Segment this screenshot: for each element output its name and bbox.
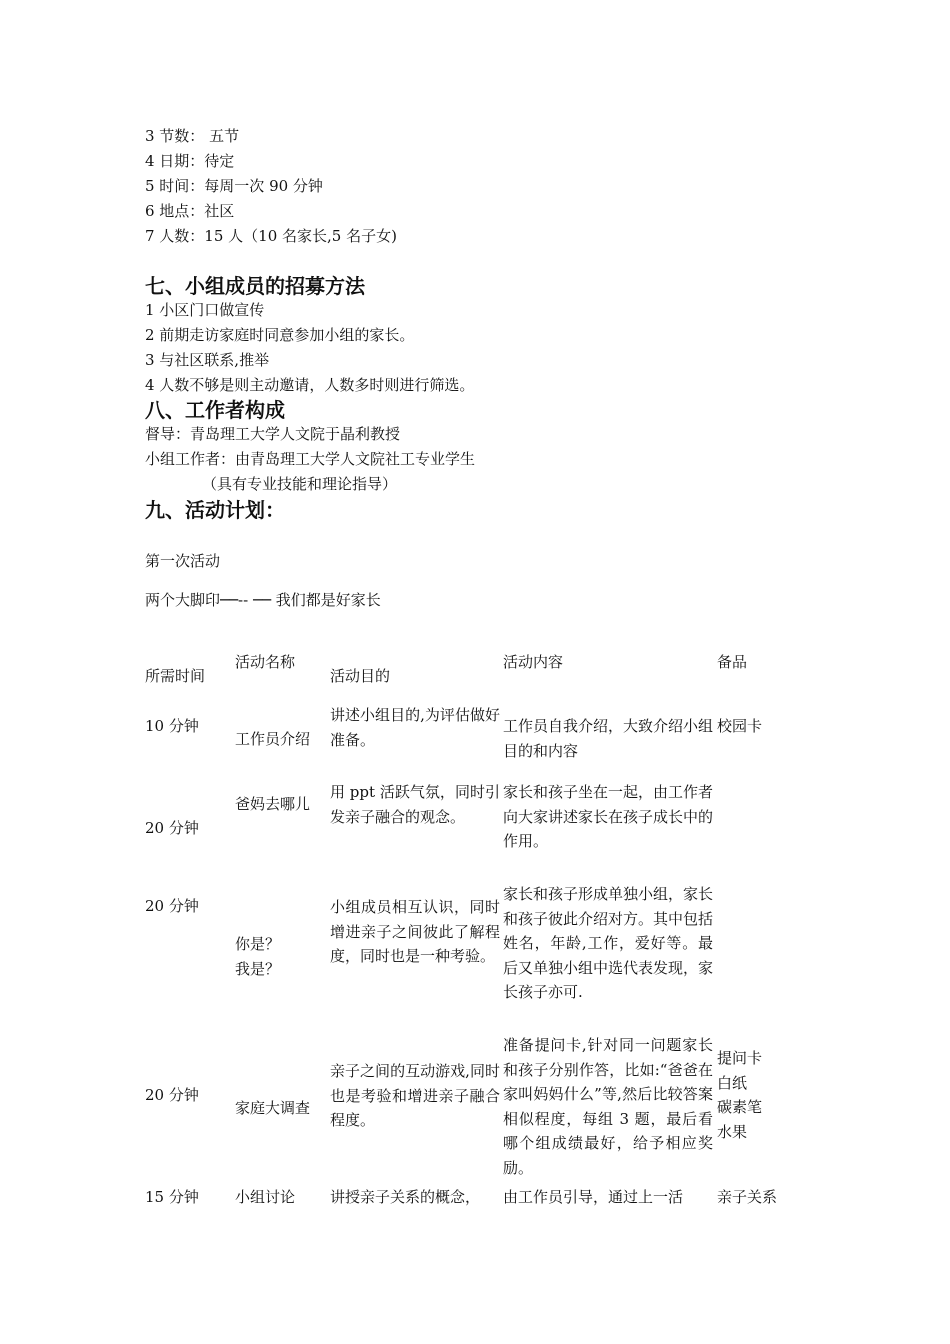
header-content: 活动内容 [503, 653, 564, 671]
info-location: 6 地点：社区 [145, 202, 235, 220]
section8-heading: 八、工作者构成 [145, 398, 285, 422]
workers-note: （具有专业技能和理论指导） [202, 475, 398, 493]
recruit-item-2: 2 前期走访家庭时同意参加小组的家长。 [145, 326, 415, 344]
workers-line: 小组工作者：由青岛理工大学人文院社工专业学生 [145, 450, 476, 468]
header-items: 备品 [717, 653, 748, 671]
header-goal: 活动目的 [330, 667, 391, 685]
info-time: 5 时间：每周一次 90 分钟 [145, 177, 323, 195]
row2-time: 20 分钟 [145, 819, 199, 837]
row3-name: 你是？ 我是？ [235, 935, 281, 978]
header-name: 活动名称 [235, 653, 296, 671]
row4-items: 提问卡 白纸 碳素笔 水果 [717, 1049, 763, 1141]
info-participants: 7 人数：15 人（10 名家长,5 名子女) [145, 227, 397, 245]
row5-name: 小组讨论 [235, 1188, 296, 1206]
supervisor-line: 督导：青岛理工大学人文院于晶利教授 [145, 425, 401, 443]
activity-title: 两个大脚印──-- ── 我们都是好家长 [145, 591, 381, 609]
row4-time: 20 分钟 [145, 1086, 199, 1104]
row5-goal: 讲授亲子关系的概念， [330, 1188, 481, 1206]
row2-content: 家长和孩子坐在一起，由工作者向大家讲述家长在孩子成长中的作用。 [503, 783, 714, 850]
activity-label: 第一次活动 [145, 552, 221, 570]
row3-goal: 小组成员相互认识，同时增进亲子之间彼此了解程度，同时也是一种考验。 [330, 898, 500, 965]
row3-time: 20 分钟 [145, 897, 199, 915]
row1-goal: 讲述小组目的,为评估做好准备。 [330, 706, 500, 749]
header-time: 所需时间 [145, 667, 206, 685]
row1-time: 10 分钟 [145, 717, 199, 735]
section9-heading: 九、活动计划： [145, 498, 285, 522]
recruit-item-4: 4 人数不够是则主动邀请，人数多时则进行筛选。 [145, 376, 475, 394]
row2-name: 爸妈去哪儿 [235, 795, 311, 813]
row2-goal: 用 ppt 活跃气氛，同时引发亲子融合的观念。 [330, 783, 500, 826]
row5-content: 由工作员引导，通过上一活 [503, 1188, 684, 1206]
recruit-item-3: 3 与社区联系,推举 [145, 351, 270, 369]
row5-items: 亲子关系 [717, 1188, 778, 1206]
row1-items: 校园卡 [717, 717, 763, 735]
row1-content: 工作员自我介绍，大致介绍小组目的和内容 [503, 717, 714, 760]
row4-content: 准备提问卡,针对同一问题家长和孩子分别作答，比如:“爸爸在家叫妈妈什么”等,然后比较答案相似程度，每组 3 题，最后看哪个组成绩最好，给予相应奖励。 [503, 1036, 713, 1177]
row1-name: 工作员介绍 [235, 730, 311, 748]
info-sessions: 3 节数： 五节 [145, 127, 240, 145]
section7-heading: 七、小组成员的招募方法 [145, 274, 365, 298]
row4-goal: 亲子之间的互动游戏,同时也是考验和增进亲子融合程度。 [330, 1062, 500, 1129]
info-date: 4 日期：待定 [145, 152, 235, 170]
row3-content: 家长和孩子形成单独小组，家长和孩子彼此介绍对方。其中包括姓名，年龄,工作，爱好等。最后又单独小组中选代表发现，家长孩子亦可. [503, 885, 714, 1001]
row4-name: 家庭大调查 [235, 1099, 311, 1117]
recruit-item-1: 1 小区门口做宣传 [145, 301, 265, 319]
row5-time: 15 分钟 [145, 1188, 199, 1206]
